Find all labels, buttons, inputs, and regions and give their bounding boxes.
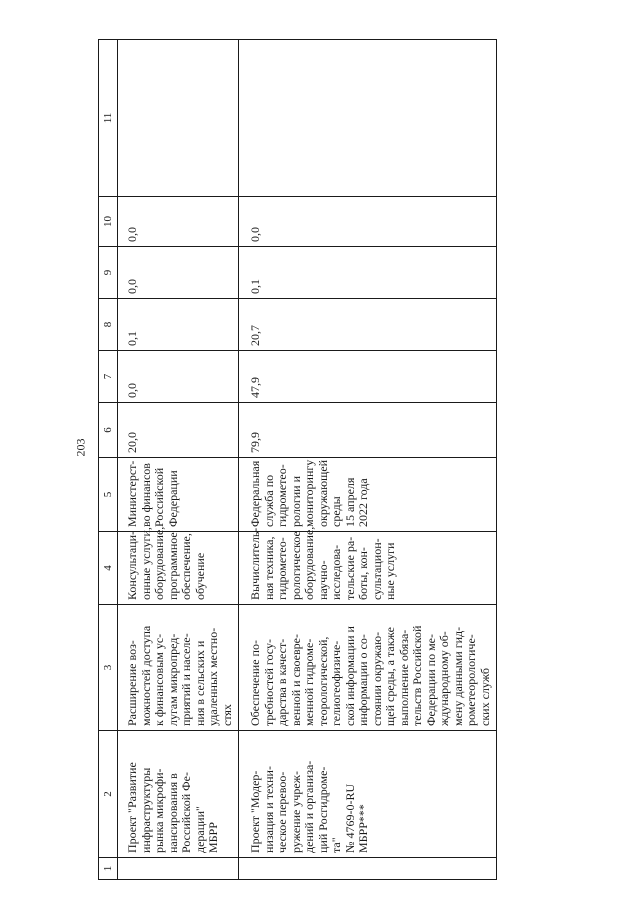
cell-text-line: рологическое <box>288 531 303 600</box>
cell-text-line: 15 апреля <box>342 477 357 527</box>
cell-text-line: сультацион- <box>369 538 384 600</box>
cell-text-line: тельств Российской <box>410 625 424 726</box>
cell-text-line: ные услуги <box>383 542 397 600</box>
column-number-3: 3 <box>99 605 118 731</box>
cell-text-line: Федерации <box>165 470 180 527</box>
table-cell-1 <box>239 858 497 880</box>
column-number-row <box>99 40 118 880</box>
cell-text-line: ских служб <box>477 668 492 726</box>
table-cell-11 <box>118 40 239 197</box>
table-cell-5 <box>118 458 239 532</box>
rotated-table <box>98 40 556 880</box>
column-number-11: 11 <box>99 40 118 197</box>
cell-text-line: дарства в качест- <box>275 638 289 726</box>
column-number-1: 1 <box>99 858 118 880</box>
table-cell-7: 0,0 <box>118 351 239 403</box>
table-cell-3 <box>118 605 239 731</box>
cell-text-line: онные услуги, <box>138 527 153 600</box>
cell-text-line: ния в сельских и <box>192 640 207 726</box>
cell-text-line: приятий и населе- <box>179 633 193 726</box>
cell-text-line: гидрометео- <box>275 537 289 600</box>
cell-text-line: Проект "Развитие <box>125 762 139 853</box>
table-cell-8: 0,1 <box>118 299 239 351</box>
cell-text-line: обеспечение, <box>179 533 193 600</box>
cell-text-line: обучение <box>192 552 207 600</box>
table-cell-5 <box>239 458 497 532</box>
table-cell-10: 0,0 <box>118 197 239 247</box>
cell-text-line: 2022 года <box>356 478 370 527</box>
column-number-8: 8 <box>99 299 118 351</box>
cell-text-line: стях <box>219 704 234 726</box>
cell-text-line: Обеспечение по- <box>248 640 262 726</box>
table-cell-6: 79,9 <box>239 403 497 458</box>
column-number-2: 2 <box>99 731 118 858</box>
cell-text-line: информации о со- <box>356 634 370 726</box>
table-cell-7: 47,9 <box>239 351 497 403</box>
cell-text-line: среды <box>329 496 343 527</box>
cell-text-line: ружение учреж- <box>288 771 303 853</box>
cell-text-line: Расширение воз- <box>125 640 139 726</box>
cell-text-line: Консультаци- <box>125 530 139 600</box>
table-container <box>98 40 492 872</box>
cell-text-line: служба по <box>261 474 276 527</box>
cell-text-line: ций Росгидроме- <box>315 766 330 853</box>
cell-text-line: низация и техни- <box>261 766 276 853</box>
cell-text-line: № 4769-0-RU <box>342 783 357 853</box>
table-row <box>118 40 239 880</box>
cell-text-line: Министерст- <box>125 460 139 527</box>
cell-text-line: Федерации по ме- <box>423 633 438 726</box>
cell-text-line: щей среды, а также <box>383 627 397 726</box>
cell-text-line: во финансов <box>138 463 153 527</box>
cell-text-line: выполнение обяза- <box>396 629 411 726</box>
cell-text-line: ческое перевоо- <box>275 771 289 853</box>
cell-text-line: боты, кон- <box>356 547 370 600</box>
cell-text-line: менной гидроме- <box>302 638 316 726</box>
cell-text-line: теорологической, <box>315 636 330 726</box>
table-cell-4 <box>118 526 239 605</box>
column-number-4: 4 <box>99 532 118 605</box>
table-cell-4 <box>239 526 497 605</box>
cell-text-line: оборудование, <box>152 526 166 600</box>
page-number: 203 <box>73 438 88 457</box>
table-cell-2 <box>118 731 239 858</box>
cell-text-line: исследова- <box>329 544 343 600</box>
cell-text-line: венной и своевре- <box>288 634 303 726</box>
cell-text-line: МБРР*** <box>356 804 370 853</box>
column-number-6: 6 <box>99 403 118 458</box>
cell-text-line: Проект "Модер- <box>248 770 262 853</box>
cell-text-line: к финансовым ус- <box>152 633 166 726</box>
cell-text-line: ской информации и <box>342 626 357 726</box>
cell-text-line: тельские ра- <box>342 536 357 600</box>
cell-text-line: можностей доступа <box>138 625 153 726</box>
cell-text-line: мониторингу <box>302 459 316 527</box>
cell-text-line: та" <box>329 837 343 853</box>
cell-text-line: дерации" <box>192 806 207 853</box>
column-number-5: 5 <box>99 458 118 532</box>
cell-text-line: научно- <box>315 560 330 600</box>
cell-text-line: рометеорологиче- <box>464 634 478 726</box>
cell-text-line: нансирования в <box>165 773 180 853</box>
table-cell-9: 0,0 <box>118 247 239 299</box>
cell-text-line: Вычислитель- <box>248 527 262 600</box>
cell-text-line: ждународному об- <box>437 631 451 726</box>
cell-text-line: окружающей <box>315 459 330 527</box>
table-row <box>239 40 497 880</box>
column-number-9: 9 <box>99 247 118 299</box>
cell-text-line: программное <box>165 532 180 600</box>
table-cell-11 <box>239 40 497 197</box>
table-cell-9: 0,1 <box>239 247 497 299</box>
table-cell-10: 0,0 <box>239 197 497 247</box>
table-cell-1 <box>118 858 239 880</box>
cell-text-line: оборудование, <box>302 526 316 600</box>
cell-text-line: гидрометео- <box>275 464 289 527</box>
table-cell-2 <box>239 731 497 858</box>
cell-text-line: инфраструктуры <box>138 767 153 853</box>
cell-text-line: стоянии окружаю- <box>369 631 384 726</box>
cell-text-line: удаленных местно- <box>206 627 220 726</box>
cell-text-line: рынка микрофи- <box>152 768 166 853</box>
column-number-10: 10 <box>99 197 118 247</box>
cell-text-line: МБРР <box>206 822 220 853</box>
cell-text-line: рологии и <box>288 475 303 527</box>
cell-text-line: Федеральная <box>248 460 262 527</box>
table-cell-8: 20,7 <box>239 299 497 351</box>
cell-text-line: ная техника, <box>261 536 276 600</box>
table-cell-3 <box>239 605 497 731</box>
data-table <box>98 39 497 880</box>
cell-text-line: Российской <box>152 467 166 527</box>
cell-text-line: мену данными гид- <box>450 626 465 726</box>
cell-text-line: лугам микропред- <box>165 633 180 726</box>
cell-text-line: гелиогеофизиче- <box>329 640 343 726</box>
cell-text-line: Российской Фе- <box>179 772 193 853</box>
table-cell-6: 20,0 <box>118 403 239 458</box>
cell-text-line: дений и организа- <box>302 760 316 853</box>
cell-text-line: требностей госу- <box>261 639 276 726</box>
column-number-7: 7 <box>99 351 118 403</box>
